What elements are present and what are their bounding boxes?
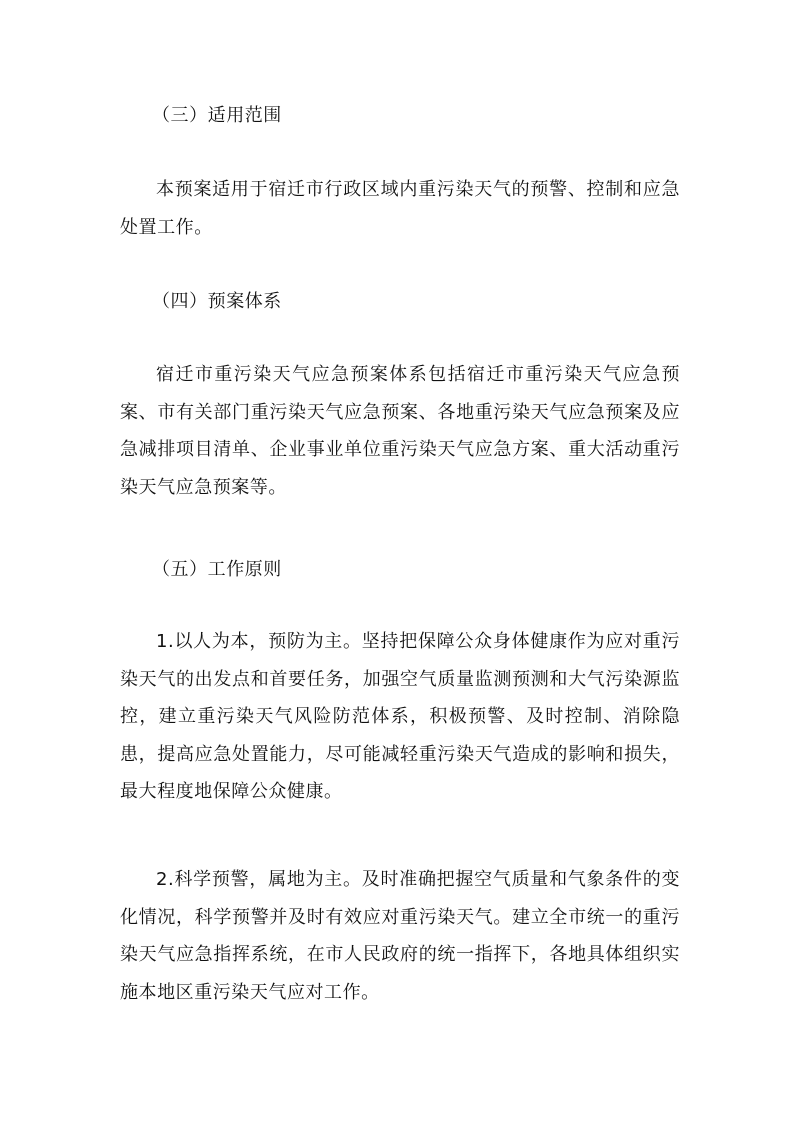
- paragraph-plan-system: 宿迁市重污染天气应急预案体系包括宿迁市重污染天气应急预案、市有关部门重污染天气应急预案、各地重污染天气应急预案及应急减排项目清单、企业事业单位重污染天气应急方案、重大活动重污染天气应急预案等。: [120, 364, 680, 498]
- section-heading-principles: （五）工作原则: [152, 559, 282, 580]
- paragraph-principle-1: 1.以人为本，预防为主。坚持把保障公众身体健康作为应对重污染天气的出发点和首要任务，加强空气质量监测预测和大气污染源监控，建立重污染天气风险防范体系，积极预警、及时控制、消除隐患，提高应急处置能力，尽可能减轻重污染天气造成的影响和损失，最大程度地保障公众健康。: [120, 631, 680, 802]
- paragraph-scope: 本预案适用于宿迁市行政区域内重污染天气的预警、控制和应急处置工作。: [120, 179, 680, 238]
- section-heading-plan-system: （四）预案体系: [152, 291, 282, 312]
- paragraph-principle-2: 2.科学预警，属地为主。及时准确把握空气质量和气象条件的变化情况，科学预警并及时有效应对重污染天气。建立全市统一的重污染天气应急指挥系统，在市人民政府的统一指挥下，各地具体组织实施本地区重污染天气应对工作。: [120, 869, 680, 1003]
- section-heading-scope: （三）适用范围: [152, 105, 282, 126]
